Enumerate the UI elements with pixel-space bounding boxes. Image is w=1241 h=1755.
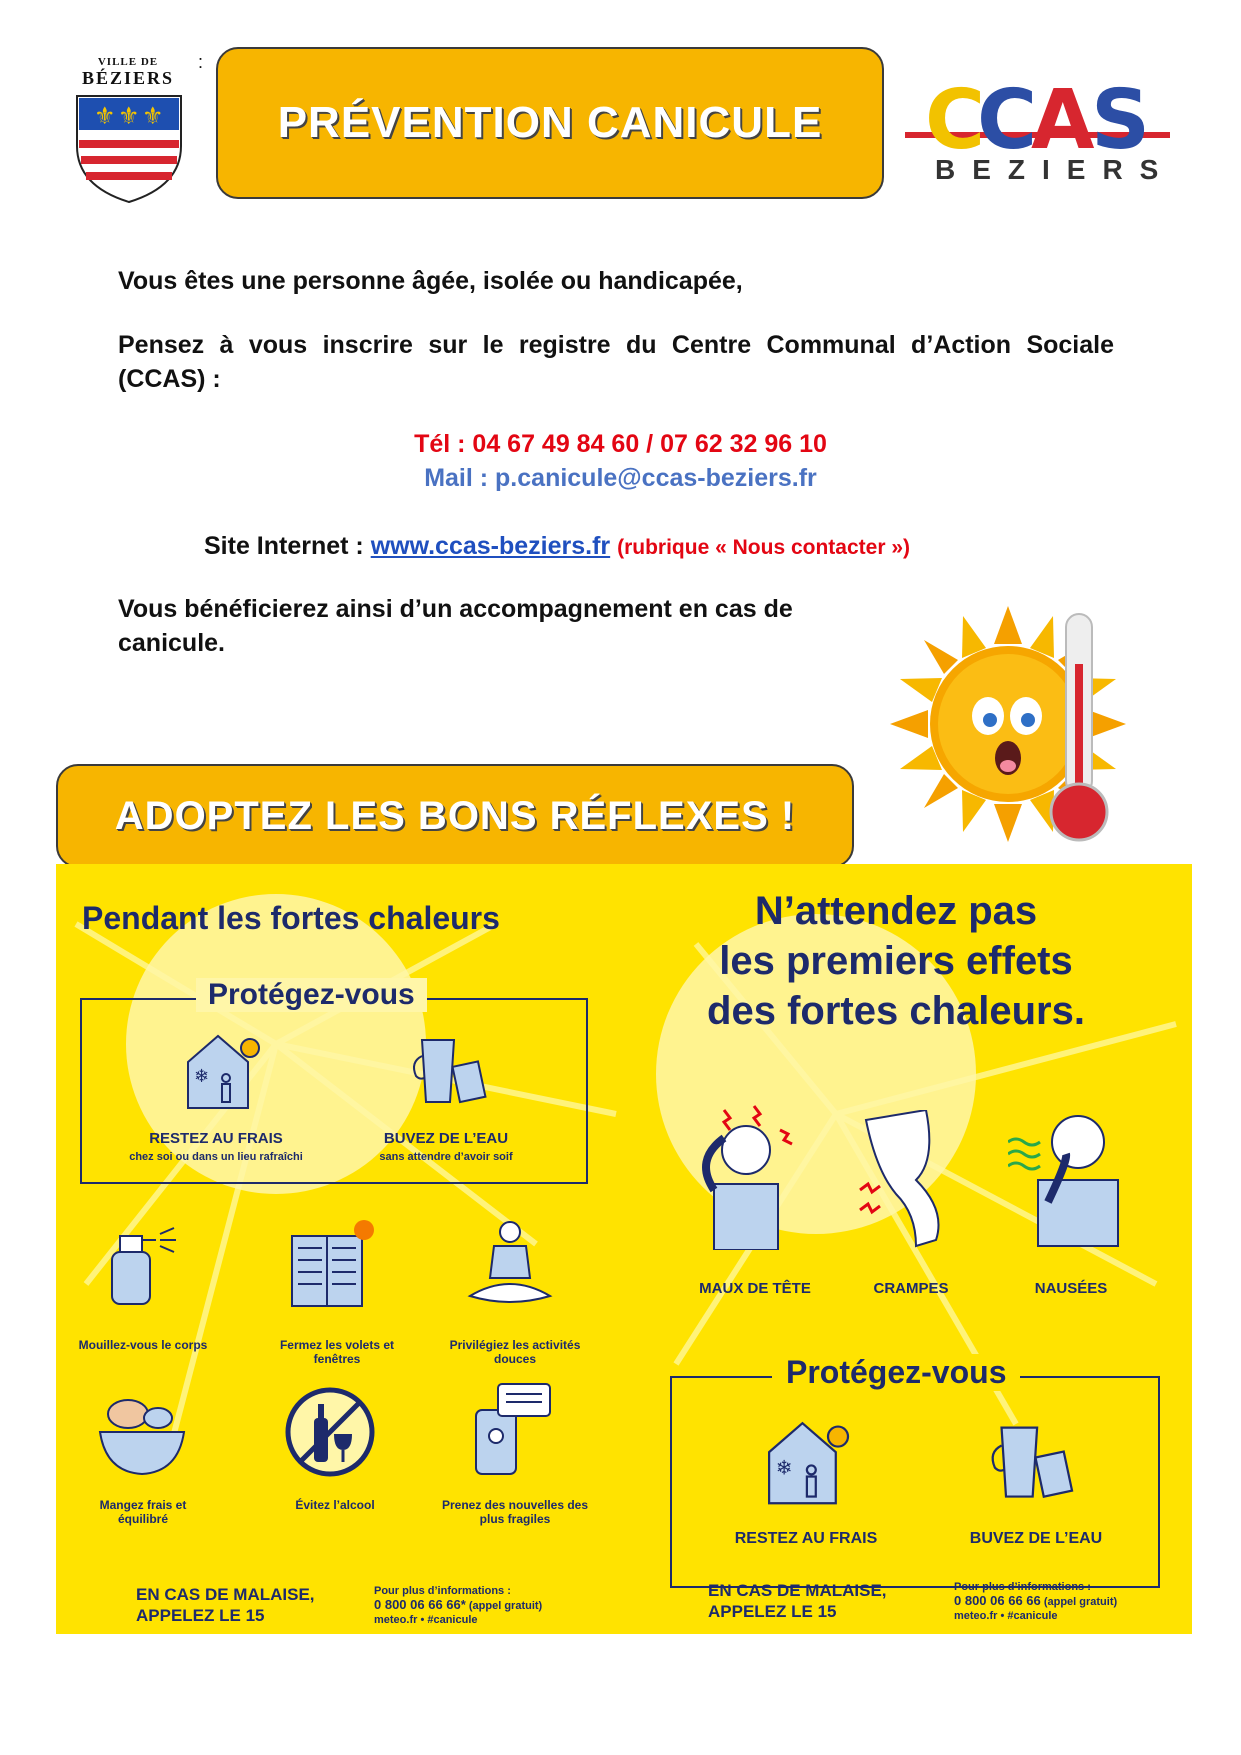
- svg-text:⚜: ⚜: [142, 102, 164, 130]
- contact-email: Mail : p.canicule@ccas-beziers.fr: [424, 464, 817, 492]
- svg-text:S: S: [1091, 82, 1147, 157]
- crest-line1: VILLE DE: [97, 56, 159, 68]
- right-title-l2: les premiers effets: [719, 939, 1073, 983]
- right-title-l1: N’attendez pas: [754, 889, 1038, 933]
- section-title: ADOPTEZ LES BONS RÉFLEXES !: [56, 764, 854, 868]
- website-line: [204, 532, 910, 561]
- svg-text:⚜: ⚜: [118, 102, 140, 130]
- right-info-block: [954, 1580, 1117, 1623]
- ccas-logo: [905, 82, 1170, 157]
- right-title-l3: des fortes chaleurs.: [707, 989, 1085, 1033]
- svg-text:❄: ❄: [775, 1455, 793, 1480]
- tip-gentle-activities: Privilégiez les activités douces: [449, 1338, 581, 1366]
- phone-numbers: Tél : 04 67 49 84 60 / 07 62 32 96 10: [414, 430, 827, 458]
- right-info-title: Pour plus d’informations :: [954, 1581, 1091, 1593]
- left-malaise-text: EN CAS DE MALAISE, APPELEZ LE 15: [136, 1585, 315, 1625]
- right-protect-title: Protégez-vous: [772, 1354, 1020, 1391]
- left-info-phone-note: (appel gratuit): [468, 1600, 543, 1612]
- register-text: Pensez à vous inscrire sur le registre du Centre Communal d’Action Sociale (CCAS) :: [118, 331, 1114, 393]
- left-info-phone: 0 800 06 66 66*: [374, 1597, 466, 1612]
- food-bowl-icon: [92, 1390, 192, 1480]
- website-link[interactable]: www.ccas-beziers.fr: [370, 532, 611, 560]
- right-protect-box: [670, 1376, 1160, 1588]
- header-colon: :: [198, 52, 204, 72]
- svg-text:C: C: [977, 82, 1034, 157]
- left-info-block: [374, 1584, 542, 1627]
- page-title: PRÉVENTION CANICULE: [216, 47, 884, 199]
- right-malaise-text: EN CAS DE MALAISE, APPELEZ LE 15: [708, 1581, 887, 1621]
- benefit-text: Vous bénéficierez ainsi d’un accompagnement en cas de canicule.: [118, 595, 793, 657]
- svg-text:❄: ❄: [194, 1066, 210, 1087]
- nausea-person-icon: [1008, 1090, 1138, 1250]
- left-item-water-sub: sans attendre d’avoir soif: [379, 1151, 513, 1163]
- left-item-water: [346, 1130, 546, 1166]
- left-poster-title: Pendant les fortes chaleurs: [82, 900, 500, 936]
- crest-label: [72, 56, 184, 88]
- phone-message-icon: [468, 1380, 558, 1480]
- left-item-fresh-sub: chez soi ou dans un lieu rafraîchi: [129, 1151, 303, 1163]
- right-info-phone-note: (appel gratuit): [1043, 1596, 1118, 1608]
- left-protect-title: Protégez-vous: [196, 978, 427, 1012]
- tip-check-fragile: Prenez des nouvelles des plus fragiles: [441, 1498, 589, 1526]
- tip-eat-fresh: Mangez frais et équilibré: [99, 1498, 187, 1526]
- right-item-fresh: RESTEZ AU FRAIS: [734, 1530, 878, 1547]
- spray-bottle-icon: [98, 1222, 188, 1312]
- water-pitcher-icon: [408, 1028, 498, 1112]
- left-item-water-label: BUVEZ DE L’EAU: [383, 1130, 509, 1147]
- svg-text:⚜: ⚜: [94, 102, 116, 130]
- left-item-fresh-label: RESTEZ AU FRAIS: [149, 1130, 283, 1147]
- site-label: Site Internet :: [204, 532, 364, 560]
- city-crest-logo: [74, 94, 184, 204]
- left-info-title: Pour plus d’informations :: [374, 1585, 511, 1597]
- effect-nausea: NAUSÉES: [1034, 1280, 1108, 1297]
- tip-close-shutters: Fermez les volets et fenêtres: [279, 1338, 395, 1366]
- left-info-web: meteo.fr • #canicule: [374, 1614, 478, 1626]
- tip-avoid-alcohol: Évitez l’alcool: [295, 1498, 375, 1512]
- left-item-fresh: [116, 1130, 316, 1166]
- effect-cramps: CRAMPES: [873, 1280, 949, 1297]
- shutters-icon: [284, 1216, 384, 1312]
- cramp-leg-icon: [856, 1110, 966, 1250]
- right-item-water: BUVEZ DE L’EAU: [969, 1530, 1103, 1547]
- headache-person-icon: [684, 1100, 804, 1250]
- effect-headache: MAUX DE TÊTE: [699, 1280, 811, 1297]
- heatwave-poster: [56, 864, 1192, 1634]
- right-poster-title: [636, 886, 1156, 1036]
- right-info-web: meteo.fr • #canicule: [954, 1610, 1058, 1622]
- site-rubric: (rubrique « Nous contacter »): [617, 536, 910, 559]
- ccas-logo-sub: BEZIERS: [935, 154, 1176, 185]
- no-alcohol-icon: [282, 1384, 378, 1480]
- svg-text:C: C: [925, 82, 982, 157]
- right-house-snowflake-icon: [758, 1414, 858, 1508]
- right-info-phone-line: [954, 1594, 1117, 1609]
- right-info-phone: 0 800 06 66 66: [954, 1593, 1041, 1608]
- intro-text: Vous êtes une personne âgée, isolée ou handicapée,: [118, 267, 743, 295]
- left-info-phone-line: [374, 1598, 542, 1613]
- meditating-person-icon: [460, 1216, 560, 1312]
- right-water-pitcher-icon: [986, 1414, 1086, 1508]
- tip-wet-body: Mouillez-vous le corps: [78, 1338, 208, 1352]
- house-snowflake-icon: [178, 1028, 268, 1112]
- sun-thermometer-illustration: [888, 594, 1188, 856]
- svg-text:A: A: [1031, 82, 1091, 157]
- crest-line2: BÉZIERS: [81, 68, 175, 88]
